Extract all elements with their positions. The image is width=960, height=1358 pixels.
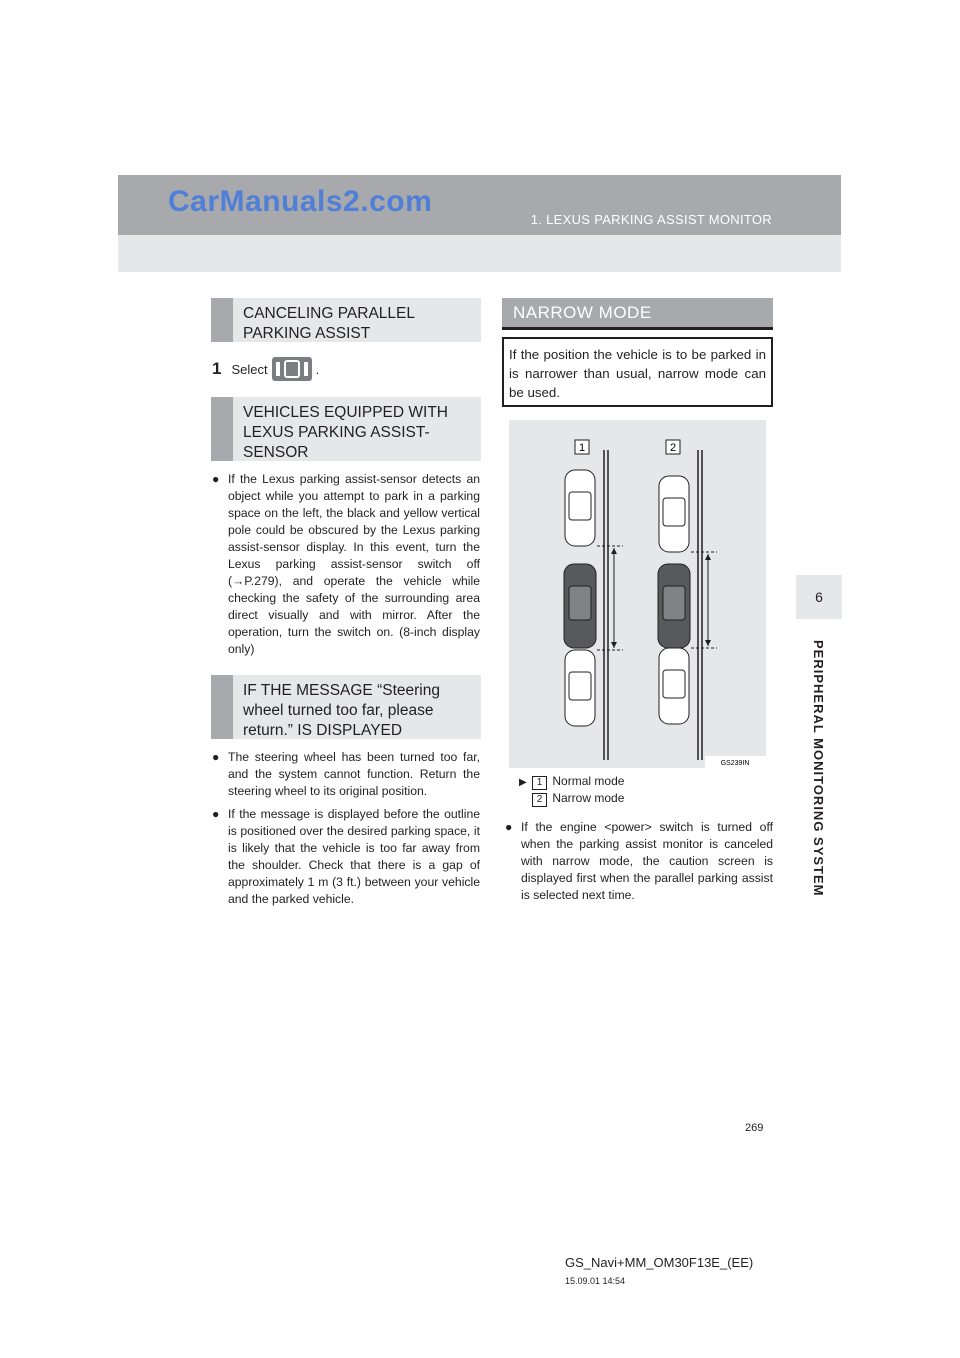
chapter-tab [796, 575, 842, 619]
legend-key-1: 1 [532, 776, 547, 790]
heading-steering-message [211, 675, 481, 739]
section-title: 1. LEXUS PARKING ASSIST MONITOR [530, 212, 772, 227]
legend-narrow-label: Narrow mode [552, 791, 625, 805]
step-1 [212, 357, 319, 381]
heading-canceling-parallel [211, 298, 481, 342]
legend-normal: ▶ 1 Normal mode [519, 774, 625, 788]
chapter-number: 6 [815, 589, 823, 605]
print-timestamp: 15.09.01 14:54 [565, 1276, 626, 1286]
narrow-mode-title: NARROW MODE [513, 303, 652, 322]
step-text-end: . [315, 361, 320, 377]
bullet-engine-switch: ● If the engine <power> switch is turned off when the parking assist monitor is canceled with narrow mode, the caution screen is displayed first when the parallel parking assist is selected next time. [505, 820, 773, 902]
heading-canceling-text: CANCELING PARALLEL PARKING ASSIST [243, 305, 415, 342]
own-car-narrow [658, 564, 690, 648]
bullet-message-displayed: ● If the message is displayed before the outline is positioned over the desired parking space, it is likely that the vehicle is too far away from the shoulder. Check that there is a gap of approximately 1 m (3 ft.) between your vehicle and the parked vehicle. [212, 807, 480, 906]
parking-diagram [509, 420, 766, 768]
own-car-normal [564, 564, 596, 648]
bullet-message-text: If the message is displayed before the outline is positioned over the desired parking space, it is likely that the vehicle is too far away from the shoulder. Check that there is a gap of approximately 1 m (3 ft.) between your vehicle and the parked vehicle. [228, 807, 480, 906]
parked-car-front-narrow [659, 476, 689, 552]
parking-assist-button-icon[interactable] [272, 357, 312, 381]
parked-car-rear-narrow [659, 648, 689, 724]
bullet-engine-text: If the engine <power> switch is turned off when the parking assist monitor is canceled with narrow mode, the caution screen is displayed first when the parallel parking assist is selected next time. [521, 820, 773, 902]
watermark-logo: CarManuals2.com [168, 185, 433, 218]
figure-code: GS239IN [720, 760, 750, 767]
legend-normal-label: Normal mode [552, 774, 625, 788]
bullet-sensor-text: If the Lexus parking assist-sensor detects an object while you attempt to park in a parking space on the left, the black and yellow vertical pole could be obscured by the Lexus parking assist-sensor display. In this event, turn the Lexus parking assist-sensor switch off (→P.279), and operate the vehicle while checking the safety of the surrounding area direct visually and with mirror. After the operation, turn the switch on. (8-inch display only) [228, 472, 480, 656]
heading-steering-text: IF THE MESSAGE “Steering wheel turned too far, please return.” IS DISPLAYED [243, 682, 440, 739]
bullet-steering-turned: ● The steering wheel has been turned too far, and the system cannot function. Return the steering wheel to its original position. [212, 750, 480, 798]
callout-1: 1 [578, 442, 586, 454]
step-number: 1 [212, 359, 222, 378]
heading-sensor-text: VEHICLES EQUIPPED WITH LEXUS PARKING ASSIST-SENSOR [243, 404, 448, 461]
narrow-mode-figure [509, 420, 766, 768]
step-text: Select [231, 361, 268, 377]
chapter-label: PERIPHERAL MONITORING SYSTEM [811, 640, 826, 897]
bullet-sensor-note: ● If the Lexus parking assist-sensor detects an object while you attempt to park in a parking space on the left, the black and yellow vertical pole could be obscured by the Lexus parking assist-sensor display. In this event, turn the Lexus parking assist-sensor switch off (→P.279), and operate the vehicle while checking the safety of the surrounding area direct visually and with mirror. After the operation, turn the switch on. (8-inch display only) [212, 472, 480, 656]
parked-car-rear-normal [565, 650, 595, 726]
narrow-mode-header [502, 298, 773, 330]
header-subband [118, 235, 841, 272]
parked-car-front-normal [565, 470, 595, 546]
heading-parking-assist-sensor [211, 397, 481, 461]
document-code: GS_Navi+MM_OM30F13E_(EE) [565, 1255, 754, 1270]
legend-key-2: 2 [532, 793, 547, 807]
bullet-steering-text: The steering wheel has been turned too far, and the system cannot function. Return the steering wheel to its original position. [228, 750, 480, 798]
page-number: 269 [745, 1122, 764, 1134]
legend-narrow [532, 791, 624, 807]
callout-2: 2 [669, 442, 677, 454]
narrow-mode-note: If the position the vehicle is to be parked in is narrower than usual, narrow mode can be used. [502, 337, 773, 407]
